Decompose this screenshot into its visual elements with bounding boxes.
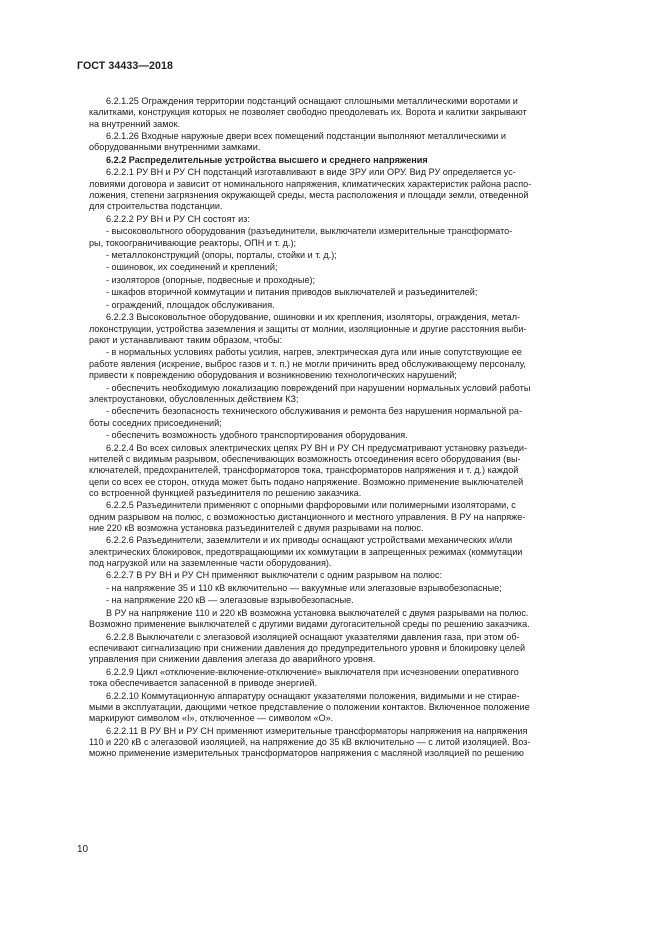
paragraph-6-2-2-8: 6.2.2.8 Выключатели с элегазовой изоляцией оснащают указателями давления газа, при этом об- еспечивают сигнализацию при снижении давления до предупредительного уровня и блокировку целей управления при снижении давления элегаза до аварийного уровня. bbox=[89, 631, 526, 665]
list-item: - на напряжение 35 и 110 кВ включительно — вакуумные или элегазовые взрывобезопасные; bbox=[106, 582, 502, 593]
list-item: - обеспечить возможность удобного транспортирования оборудования. bbox=[106, 430, 408, 441]
list-item: - обеспечить безопасность технического обслуживания и ремонта без нарушения нормальной ра- боты соседних присоединений; bbox=[89, 406, 523, 428]
paragraph-6-2-2-9: 6.2.2.9 Цикл «отключение-включение-отключение» выключателя при исчезновении оперативного тока обеспечивается запасенной в приводе энергией. bbox=[89, 666, 519, 689]
paragraph-6-2-1-26: 6.2.1.26 Входные наружные двери всех помещений подстанции выполняют металлическими и оборудованными внутренними замками. bbox=[89, 131, 506, 153]
paragraph-6-2-2-2: 6.2.2.2 РУ ВН и РУ СН состоят из: bbox=[106, 213, 250, 224]
paragraph-6-2-2-11: 6.2.2.11 В РУ ВН и РУ СН применяют измерительные трансформаторы напряжения на напряжения 110 и 220 кВ с элегазовой изоляцией, на напряжение до 35 кВ включительно — с литой изоляцией. Воз- можно применение измерительных трансформаторов напряжения с масляной изоляцией по решению bbox=[89, 725, 531, 759]
paragraph-6-2-2-1: 6.2.2.1 РУ ВН и РУ СН подстанций изготавливают в виде ЗРУ или ОРУ. Вид РУ определяется ус- ловиями договора и зависит от номинального напряжения, климатических характеристик района распо- ложения, степени загрязнения окружающей среды, места расположения и площади земли, отведенной для строительства подстанции. bbox=[89, 167, 532, 212]
list-item: - шкафов вторичной коммутации и питания приводов выключателей и разъединителей; bbox=[106, 287, 478, 298]
list-item: - обеспечить необходимую локализацию повреждений при нарушении нормальных условий работы электроустановки, обусловленных действием КЗ; bbox=[89, 382, 531, 404]
list-item: - в нормальных условиях работы усилия, нагрев, электрическая дуга или иные сопутствующие ее работе явления (искрение, выброс газов и т. п.) не могли причинить вред обслуживающему персоналу, привести к повреждению оборудования и возникновению технологических нарушений; bbox=[89, 347, 526, 381]
list-item: - ошиновок, их соединений и креплений; bbox=[106, 262, 278, 273]
list-item: - высоковольтного оборудования (разъединители, выключатели измерительные трансформато- ры, токоограничивающие реакторы, ОПН и т. д.); bbox=[89, 226, 513, 248]
paragraph-6-2-2-10: 6.2.2.10 Коммутационную аппаратуру оснащают указателями положения, видимыми и не стирае- мыми в эксплуатации, дающими четкое представление о положении контактов. Включенное положение маркируют символом «I», отключенное — символом «О». bbox=[89, 690, 530, 724]
paragraph-6-2-2-6: 6.2.2.6 Разъединители, заземлители и их приводы оснащают устройствами механических и/или электрических блокировок, предотвращающими их коммутации в запрещенных режимах (коммутации под нагрузкой или на заземленные части оборудования). bbox=[89, 535, 523, 568]
paragraph-6-2-2-5: 6.2.2.5 Разъединители применяют с опорными фарфоровыми или полимерными изоляторами, с одним разрывом на полюс, с возможностью дистанционного и местного управления. В РУ на напряже- ние 220 кВ возможна установка разъединителей с двумя разрывами на полюс. bbox=[89, 500, 526, 533]
list-item: - изоляторов (опорные, подвесные и проходные); bbox=[106, 274, 316, 285]
list-item: - ограждений, площадок обслуживания. bbox=[106, 299, 275, 310]
list-item: - металлоконструкций (опоры, порталы, стойки и т. д.); bbox=[106, 249, 337, 260]
document-body bbox=[89, 96, 612, 761]
list-item: - на напряжение 220 кВ — элегазовые взрывобезопасные. bbox=[106, 595, 354, 606]
paragraph-ru-110-220: В РУ на напряжение 110 и 220 кВ возможна установка выключателей с двумя разрывами на полюс. Возможно применение выключателей с другими видами дугогасительной среды по решению заказчика. bbox=[89, 607, 530, 630]
document-header-code: ГОСТ 34433—2018 bbox=[77, 60, 174, 72]
section-heading-6-2-2: 6.2.2 Распределительные устройства высшего и среднего напряжения bbox=[106, 154, 428, 165]
page-number: 10 bbox=[77, 844, 89, 855]
paragraph-6-2-1-25: 6.2.1.25 Ограждения территории подстанций оснащают сплошными металлическими воротами и калитками, конструкция которых не позволяет свободно преодолевать их. Ворота и калитки закрывают на внутренний замок. bbox=[89, 96, 527, 129]
paragraph-6-2-2-4: 6.2.2.4 Во всех силовых электрических цепях РУ ВН и РУ СН предусматривают установку разъеди- нителей с видимым разрывом, обеспечивающих возможность отсоединения всего оборудования (вы- ключателей, предохранителей, трансформаторов тока, трансформаторов напряжения и т. д.) каждой цепи со всех ее сторон, откуда может быть подано напряжение. Возможно применение выключателей со встроенной функцией разъединителя по решению заказчика. bbox=[89, 442, 527, 498]
paragraph-6-2-2-3: 6.2.2.3 Высоковольтное оборудование, ошиновки и их крепления, изоляторы, ограждения, метал- локонструкции, устройства заземления и защиты от молнии, изоляционные и другие расстояния выби- рают и устанавливают таким образом, чтобы: bbox=[89, 312, 527, 345]
paragraph-6-2-2-7: 6.2.2.7 В РУ ВН и РУ СН применяют выключатели с одним разрывом на полюс: bbox=[106, 570, 443, 581]
